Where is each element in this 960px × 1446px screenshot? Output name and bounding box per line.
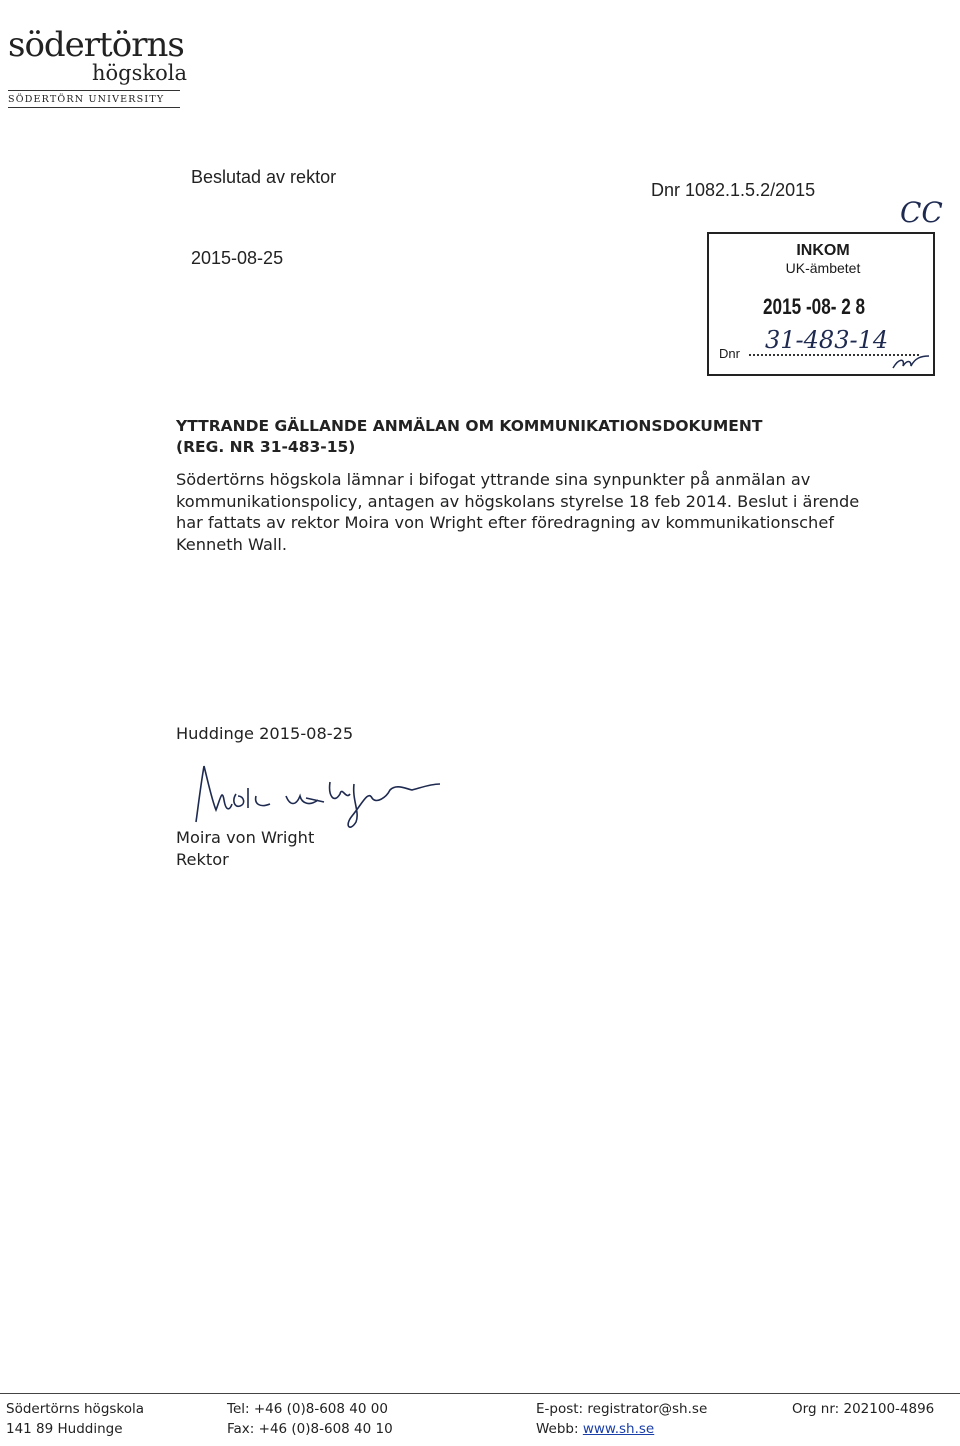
title-line-2: (REG. NR 31-483-15) [176,438,356,456]
logo-subtitle: högskola [92,61,187,85]
received-stamp [707,232,935,376]
body-text [176,469,936,555]
footer-fax: Fax: +46 (0)8-608 40 10 [227,1421,393,1437]
footer-org-name: Södertörns högskola [6,1401,145,1417]
body-line-3: har fattats av rektor Moira von Wright efter föredragning av kommunikationschef [176,513,834,532]
footer-web [536,1419,707,1439]
signer-role: Rektor [176,850,229,869]
footer-address: 141 89 Huddinge [6,1421,123,1437]
logo-rule-bottom [8,107,180,108]
cc-mark: CC [900,196,943,229]
logo-rule [8,90,180,91]
footer-web-label: Webb: [536,1421,583,1437]
body-line-1: Södertörns högskola lämnar i bifogat yttrande sina synpunkter på anmälan av [176,470,811,489]
document-date: 2015-08-25 [191,248,284,268]
body-line-4: Kenneth Wall. [176,534,288,554]
footer-web-link[interactable]: www.sh.se [582,1421,655,1437]
signer-name: Moira von Wright [176,828,315,847]
body-line-2: kommunikationspolicy, antagen av högskolans styrelse 18 feb 2014. Beslut i ärende [176,491,860,511]
stamp-initials-icon [889,352,933,374]
stamp-subtitle: UK-ämbetet [785,260,861,276]
place-date: Huddinge 2015-08-25 [176,724,354,743]
stamp-dnr-handwritten: 31-483-14 [765,326,889,354]
document-dnr: Dnr 1082.1.5.2/2015 [651,180,816,200]
decided-by: Beslutad av rektor [191,167,337,187]
footer-org-nr: Org nr: 202100-4896 [792,1401,935,1417]
footer-tel: Tel: +46 (0)8-608 40 00 [227,1401,388,1417]
document-title [176,416,896,458]
footer-phone [227,1399,393,1439]
logo-university: SÖDERTÖRN UNIVERSITY [8,94,165,105]
footer-org [6,1399,144,1439]
stamp-date: 2015 -08- 2 8 [763,294,866,319]
footer-email: E-post: registrator@sh.se [536,1401,708,1417]
stamp-dnr-label: Dnr [719,346,740,361]
footer-contact [536,1399,707,1439]
stamp-title: INKOM [796,242,850,259]
title-line-1: YTTRANDE GÄLLANDE ANMÄLAN OM KOMMUNIKATIONSDOKUMENT [176,417,763,435]
logo-wordmark: södertörns [8,25,184,65]
footer-rule [0,1393,960,1394]
